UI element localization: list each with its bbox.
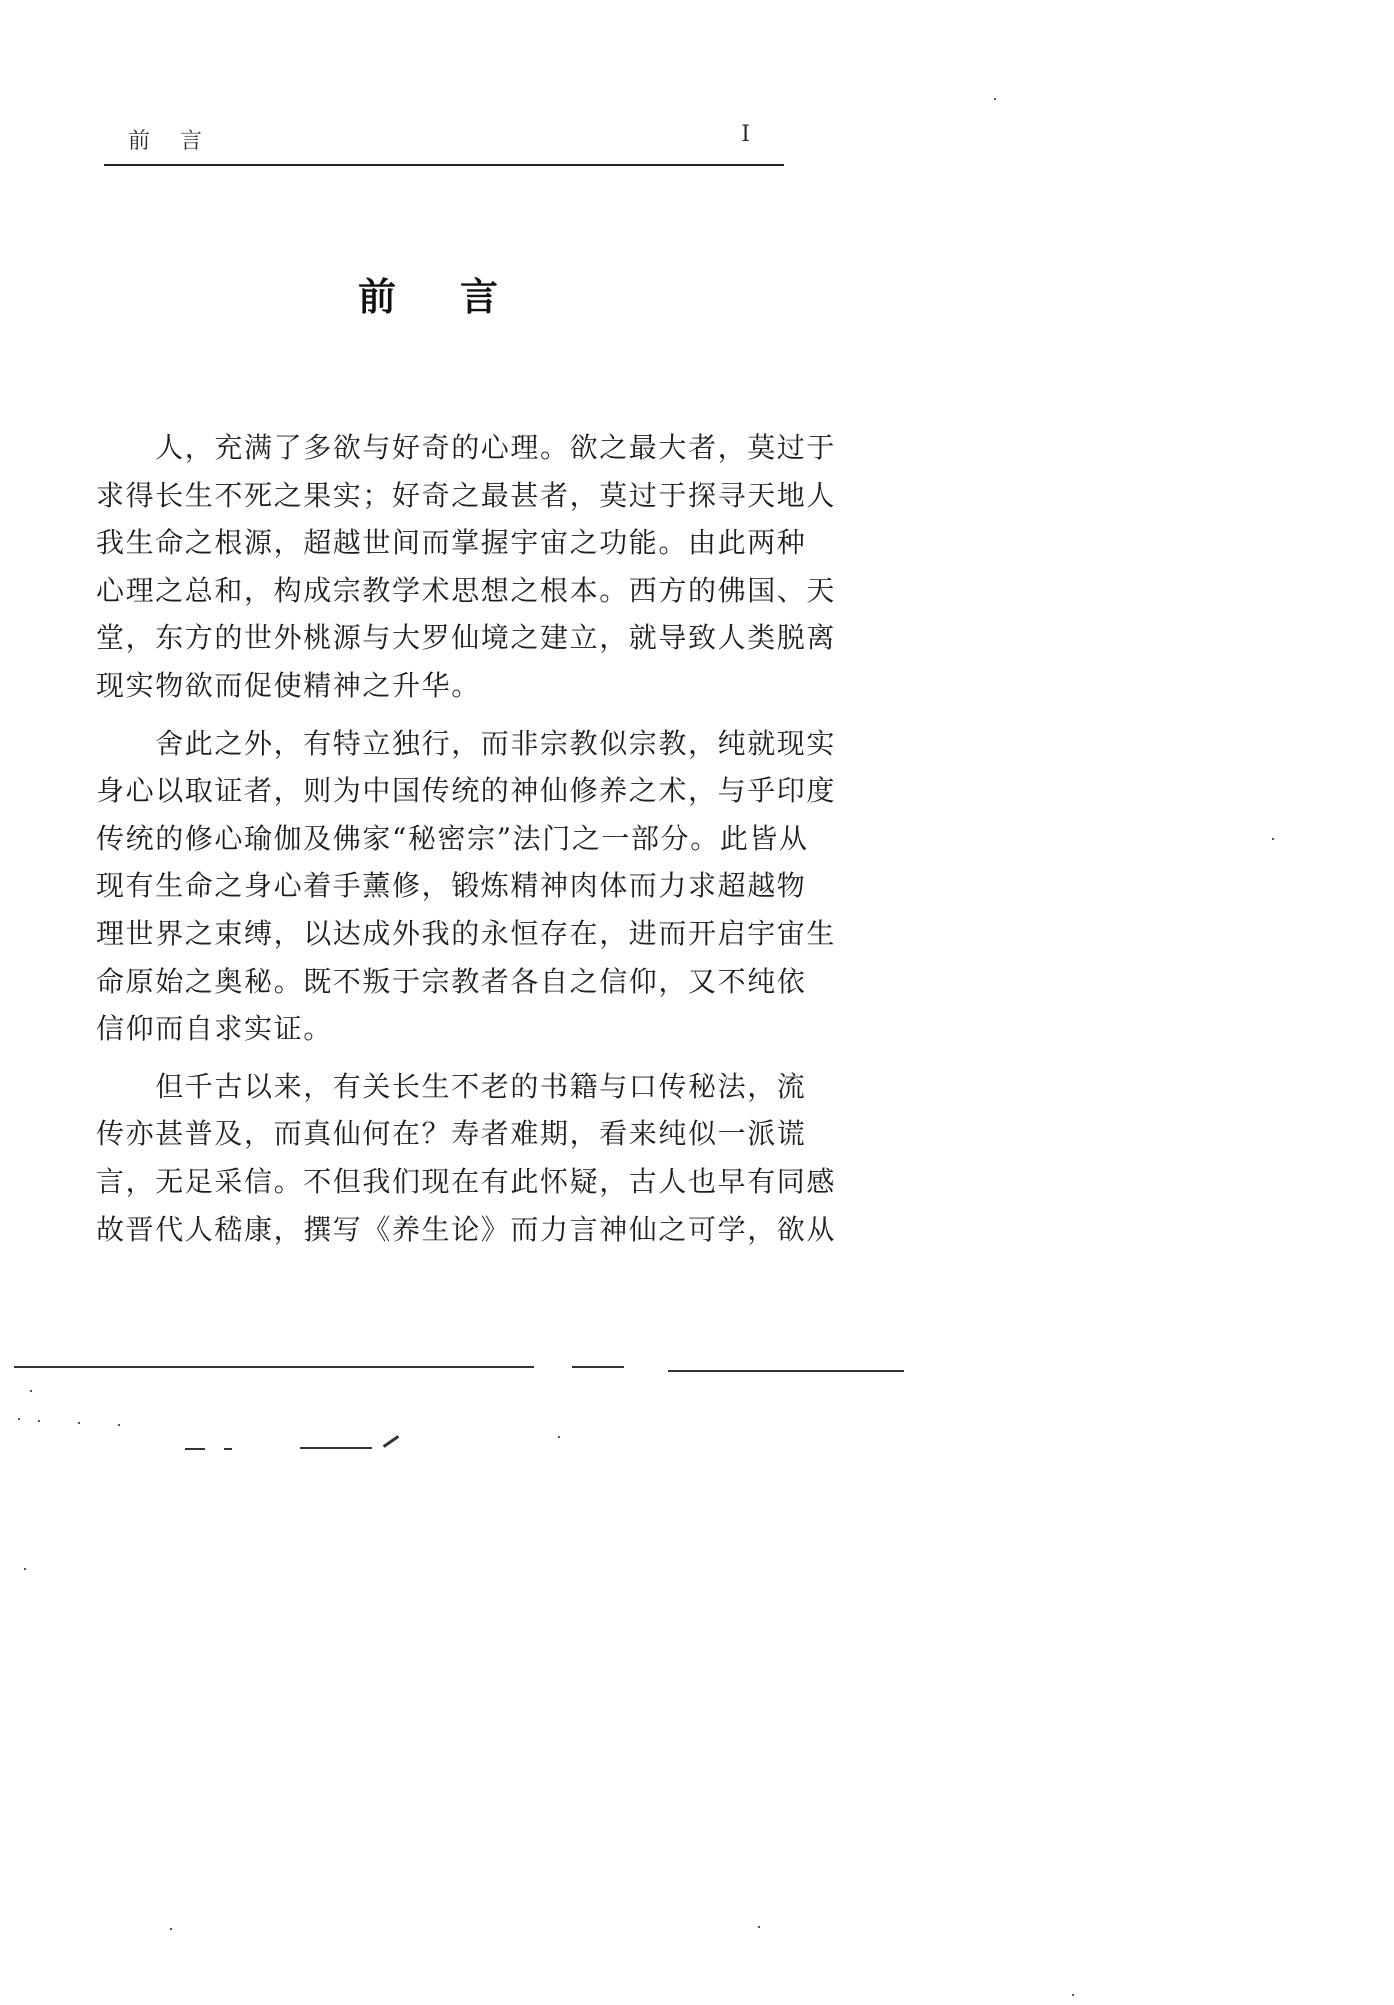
scan-speck bbox=[30, 1390, 32, 1392]
running-head-title: 前言 bbox=[128, 129, 233, 154]
scan-streak bbox=[668, 1370, 904, 1372]
text-line: 现有生命之身心着手薰修，锻炼精神肉体而力求超越物 bbox=[96, 869, 807, 903]
scan-speck bbox=[170, 1928, 172, 1930]
text-line: 身心以取证者，则为中国传统的神仙修养之术，与乎印度 bbox=[96, 774, 837, 808]
scan-streak bbox=[300, 1447, 372, 1449]
scan-streak bbox=[185, 1448, 205, 1450]
scan-speck bbox=[994, 98, 996, 100]
text-line: 堂，东方的世外桃源与大罗仙境之建立，就导致人类脱离 bbox=[96, 621, 837, 655]
scan-speck bbox=[1072, 1994, 1074, 1996]
text-line: 人，充满了多欲与好奇的心理。欲之最大者，莫过于 bbox=[96, 431, 837, 464]
text-line: 我生命之根源，超越世间而掌握宇宙之功能。由此两种 bbox=[96, 526, 807, 560]
page-number: I bbox=[741, 122, 750, 147]
header-rule bbox=[104, 164, 784, 166]
text-line: 现实物欲而促使精神之升华。 bbox=[96, 668, 481, 702]
running-head bbox=[104, 118, 784, 166]
text-line: 传亦甚普及，而真仙何在？寿者难期，看来纯似一派谎 bbox=[96, 1117, 807, 1151]
scan-speck bbox=[38, 1420, 40, 1422]
text-line: 信仰而自求实证。 bbox=[96, 1012, 333, 1046]
text-line: 但千古以来，有关长生不老的书籍与口传秘法，流 bbox=[96, 1069, 807, 1103]
text-line: 故晋代人嵇康，撰写《养生论》而力言神仙之可学，欲从 bbox=[96, 1212, 837, 1246]
chapter-title: 前言 bbox=[358, 275, 563, 319]
text-line: 传统的修心瑜伽及佛家“秘密宗”法门之一部分。此皆从 bbox=[96, 821, 809, 855]
text-line: 理世界之束缚，以达成外我的永恒存在，进而开启宇宙生 bbox=[96, 916, 837, 950]
scan-streak bbox=[224, 1448, 232, 1450]
paragraph bbox=[96, 1063, 837, 1253]
paragraph bbox=[96, 720, 837, 1053]
body-text bbox=[96, 424, 837, 1253]
text-line: 命原始之奥秘。既不叛于宗教者各自之信仰，又不纯依 bbox=[96, 964, 807, 998]
scan-speck bbox=[24, 1568, 26, 1570]
paragraph bbox=[96, 424, 837, 710]
scan-speck bbox=[118, 1424, 120, 1426]
paragraph-gap bbox=[96, 710, 786, 720]
text-line: 舍此之外，有特立独行，而非宗教似宗教，纯就现实 bbox=[96, 726, 837, 760]
text-line: 言，无足采信。不但我们现在有此怀疑，古人也早有同感 bbox=[96, 1164, 837, 1198]
scan-streak bbox=[572, 1366, 624, 1368]
scan-speck bbox=[558, 1436, 560, 1438]
scan-streak bbox=[14, 1366, 534, 1368]
text-line: 心理之总和，构成宗教学术思想之根本。西方的佛国、天 bbox=[96, 573, 837, 607]
text-line: 求得长生不死之果实；好奇之最甚者，莫过于探寻天地人 bbox=[96, 478, 837, 512]
paragraph-gap bbox=[96, 1053, 786, 1063]
scan-speck bbox=[18, 1418, 20, 1420]
scan-streak bbox=[383, 1435, 399, 1448]
scan-speck bbox=[78, 1422, 80, 1424]
scan-speck bbox=[758, 1926, 760, 1928]
scan-speck bbox=[1272, 838, 1274, 840]
